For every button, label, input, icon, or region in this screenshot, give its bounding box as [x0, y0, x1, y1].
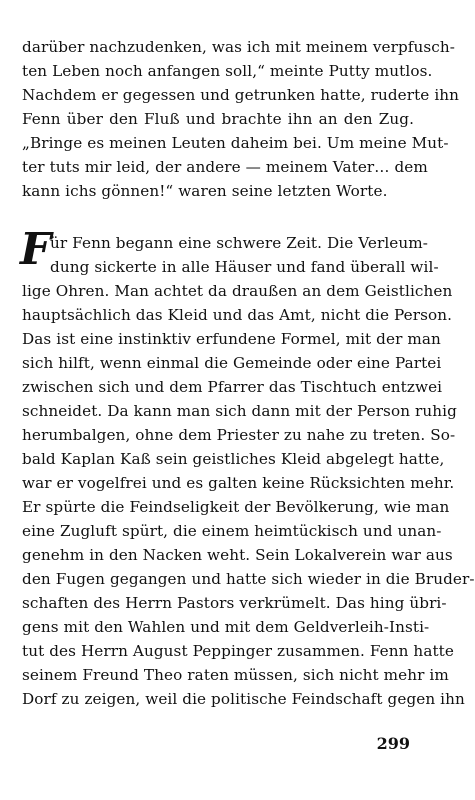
text-line: ter tuts mir leid, der andere — meinem Vater… dem — [22, 158, 428, 176]
text-line: Dorf zu zeigen, weil die politische Feindschaft gegen ihn — [22, 690, 465, 708]
page-number: 299 — [376, 734, 410, 753]
text-line: ür Fenn begann eine schwere Zeit. Die Verleum- — [50, 234, 429, 252]
text-line: seinem Freund Theo raten müssen, sich nicht mehr im — [22, 666, 449, 684]
text-line: den Fugen gegangen und hatte sich wieder in die Bruder- — [22, 570, 475, 588]
text-line: Das ist eine instinktiv erfundene Formel, mit der man — [22, 330, 441, 348]
text-line: hauptsächlich das Kleid und das Amt, nicht die Person. — [22, 306, 453, 324]
text-line: war er vogelfrei und es galten keine Rücksichten mehr. — [22, 474, 455, 492]
text-line: sich hilft, wenn einmal die Gemeinde oder eine Partei — [22, 354, 442, 372]
text-line: „Bringe es meinen Leuten daheim bei. Um meine Mut- — [22, 134, 449, 152]
text-line: eine Zugluft spürt, die einem heimtückisch und unan- — [22, 522, 442, 540]
text-line: kann ichs gönnen!“ waren seine letzten Worte. — [22, 182, 388, 200]
text-line: Er spürte die Feindseligkeit der Bevölkerung, wie man — [22, 498, 450, 516]
text-line: bald Kaplan Kaß sein geistliches Kleid abgelegt hatte, — [22, 450, 445, 468]
text-line: Nachdem er gegessen und getrunken hatte, ruderte ihn — [22, 86, 460, 104]
text-line: genehm in den Nacken weht. Sein Lokalverein war aus — [22, 546, 453, 564]
text-line: ten Leben noch anfangen soll,“ meinte Putty mutlos. — [22, 62, 433, 80]
text-line: schneidet. Da kann man sich dann mit der Person ruhig — [22, 402, 457, 420]
text-line: zwischen sich und dem Pfarrer das Tischtuch entzwei — [22, 378, 443, 396]
text-line: lige Ohren. Man achtet da draußen an dem Geistlichen — [22, 282, 453, 300]
text-line: dung sickerte in alle Häuser und fand überall wil- — [50, 258, 439, 276]
drop-cap: F — [20, 224, 52, 275]
text-line: tut des Herrn August Peppinger zusammen. Fenn hatte — [22, 642, 454, 660]
text-line: gens mit den Wahlen und mit dem Geldverleih-Insti- — [22, 618, 430, 636]
text-line: herumbalgen, ohne dem Priester zu nahe zu treten. So- — [22, 426, 456, 444]
text-line: darüber nachzudenken, was ich mit meinem verpfusch- — [22, 38, 455, 56]
text-line: Fenn über den Fluß und brachte ihn an den Zug. — [22, 110, 414, 128]
text-line: schaften des Herrn Pastors verkrümelt. Das hing übri- — [22, 594, 447, 612]
